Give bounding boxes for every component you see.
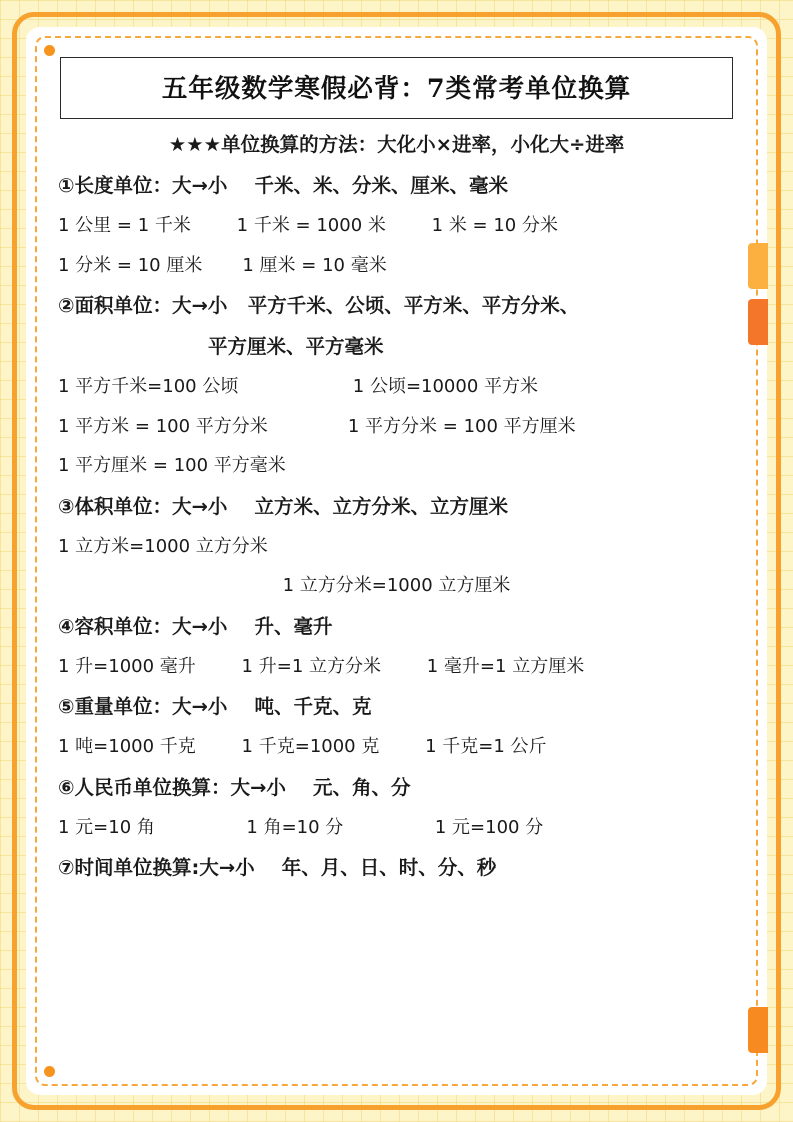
formula-line: 1 立方米=1000 立方分米 [58,535,268,557]
page-title: 五年级数学寒假必背：7类常考单位换算 [161,74,632,104]
side-tab-1 [748,243,768,289]
formula-line: 1 平方厘米 = 100 平方毫米 [58,455,286,476]
formula-line: 1 平方千米=100 公顷 1 公顷=10000 平方米 [58,376,539,397]
title-box [60,57,733,119]
formula-line: 1 公里 = 1 千米 1 千米 = 1000 米 1 米 = 10 分米 [58,215,558,236]
section-heading-time: ⑦时间单位换算:大→小 年、月、日、时、分、秒 [58,856,497,879]
side-tab-3 [748,1007,768,1053]
section-heading-currency: ⑥人民币单位换算：大→小 元、角、分 [58,775,411,799]
section-heading-area: ②面积单位：大→小 平方千米、公顷、平方米、平方分米、 [58,294,580,317]
side-tab-2 [748,299,768,345]
content-area [54,55,739,1071]
body-text [54,135,739,878]
section-heading-volume: ③体积单位：大→小 立方米、立方分米、立方厘米 [58,494,509,518]
section-heading-weight: ⑤重量单位：大→小 吨、千克、克 [58,695,372,718]
section-heading-length: ①长度单位：大→小 千米、米、分米、厘米、毫米 [58,174,509,197]
formula-line: 1 分米 = 10 厘米 1 厘米 = 10 毫米 [58,254,387,276]
formula-line: 1 立方分米=1000 立方厘米 [282,575,511,596]
section-heading-capacity: ④容积单位：大→小 升、毫升 [58,614,333,638]
white-card [26,27,767,1095]
formula-line: 1 吨=1000 千克 1 千克=1000 克 1 千克=1 公斤 [58,736,547,757]
formula-line: 1 元=10 角 1 角=10 分 1 元=100 分 [58,816,544,838]
formula-line: 1 升=1000 毫升 1 升=1 立方分米 1 毫升=1 立方厘米 [58,655,585,677]
formula-line: 1 平方米 = 100 平方分米 1 平方分米 = 100 平方厘米 [58,415,576,437]
method-line: ★★★单位换算的方法：大化小×进率，小化大÷进率 [168,133,625,156]
section-heading-area-cont: 平方厘米、平方毫米 [208,335,384,358]
